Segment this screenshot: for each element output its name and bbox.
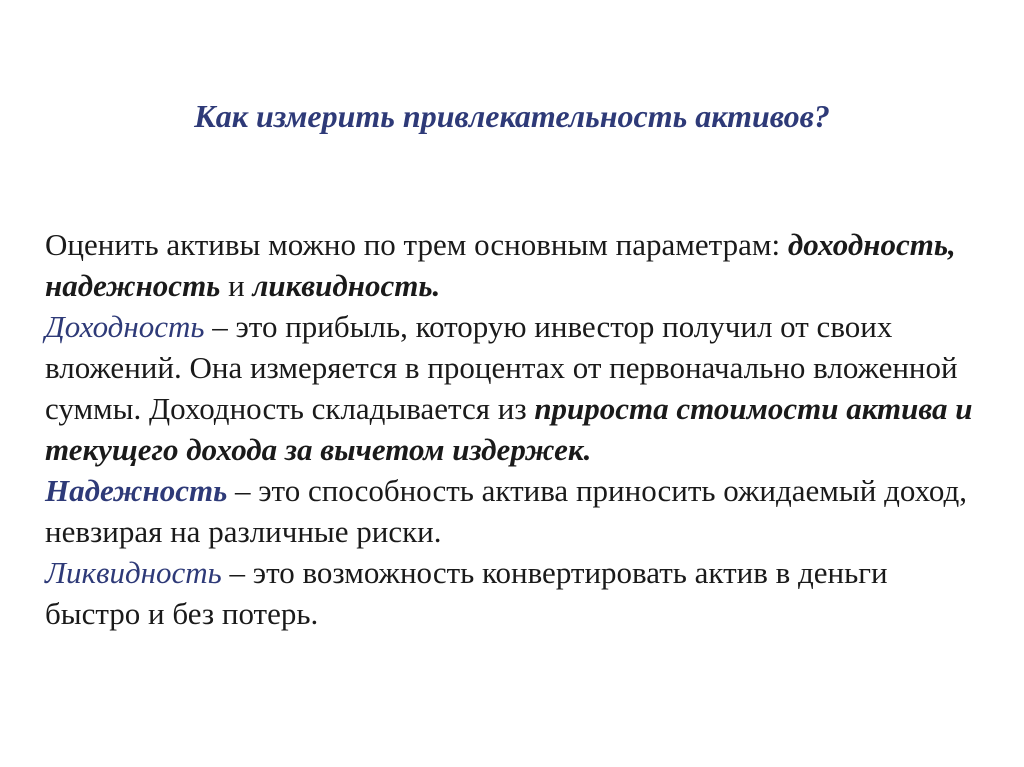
reliability-text: – это способность актива приносить ожидаемый доход, невзирая на различные риски.: [45, 473, 968, 549]
liquidity-text: – это возможность конвертировать актив в деньги быстро и без потерь.: [45, 555, 888, 631]
intro-text: Оценить активы можно по трем основным параметрам:: [45, 227, 788, 262]
profitability-emphasis: прироста стоимости актива и текущего дохода за вычетом издержек.: [45, 391, 973, 467]
intro-paragraph: [45, 224, 990, 306]
profitability-text: – это прибыль, которую инвестор получил от своих вложений. Она измеряется в процентах от первоначально вложенной суммы. Доходность складывается из: [45, 309, 958, 426]
liquidity-paragraph: [45, 552, 990, 634]
profitability-term: Доходность: [45, 309, 205, 344]
liquidity-term: Ликвидность: [45, 555, 222, 590]
intro-conj: и: [220, 268, 253, 303]
profitability-paragraph: [45, 306, 990, 470]
slide-title: Как измерить привлекательность активов?: [194, 98, 830, 134]
intro-param-2: ликвидность.: [252, 268, 441, 303]
reliability-paragraph: [45, 470, 990, 552]
intro-param-1: доходность, надежность: [45, 227, 956, 303]
reliability-term: Надежность: [45, 473, 228, 508]
slide-body: [45, 224, 990, 634]
